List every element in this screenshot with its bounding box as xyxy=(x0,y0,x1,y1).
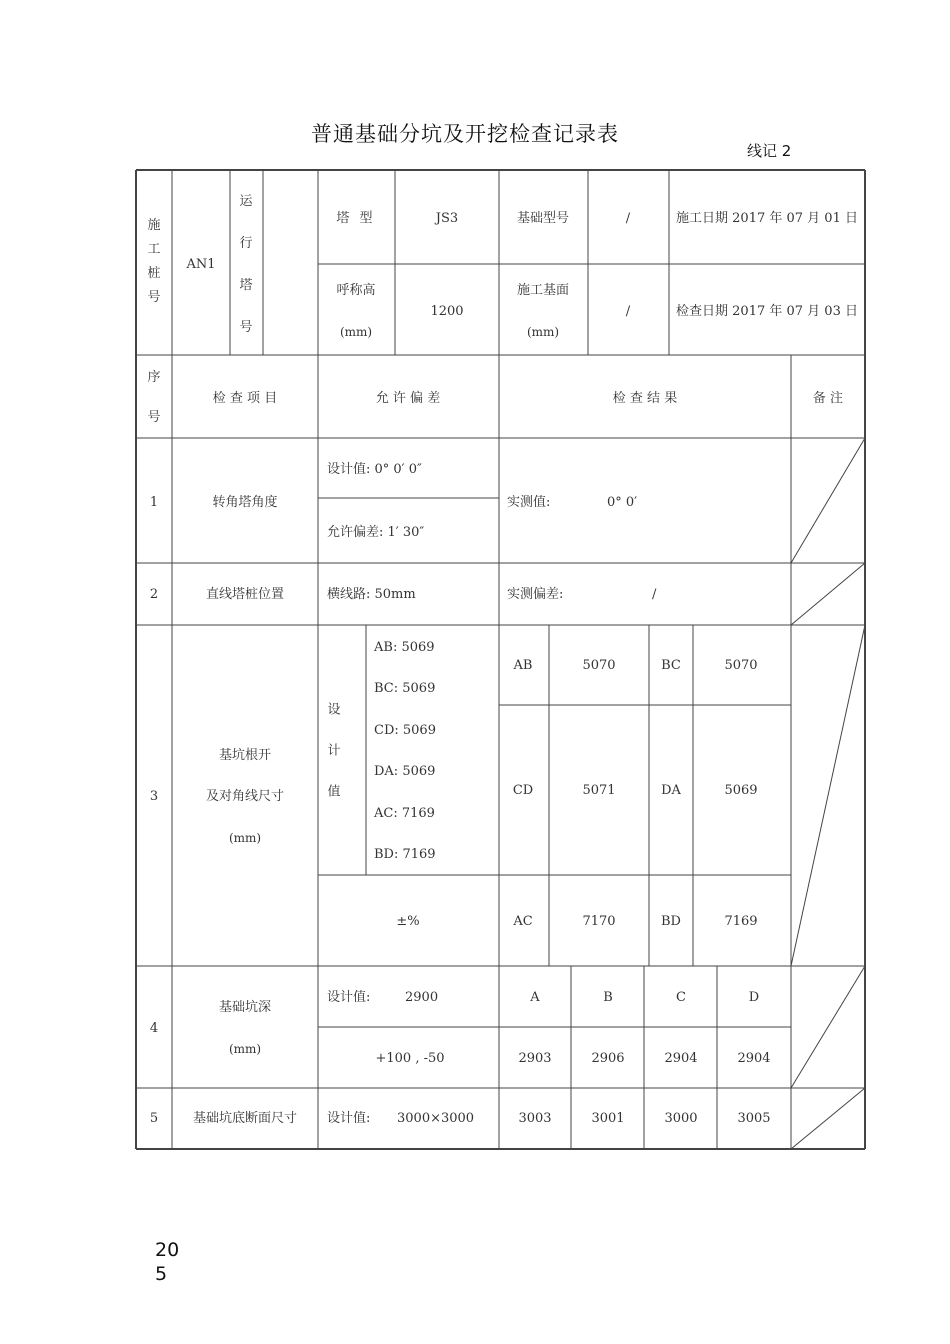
base-surface-value: / xyxy=(625,304,631,319)
result-value: 5069 xyxy=(724,783,758,798)
construction-date: 施工日期 2017 年 07 月 01 日 xyxy=(676,211,858,226)
base-surface-label: 施工基面 xyxy=(516,283,570,298)
result-value: 7169 xyxy=(724,914,758,929)
foundation-type-value: / xyxy=(625,211,631,226)
leg-label: A xyxy=(530,990,540,1005)
page-number xyxy=(155,1238,179,1286)
result-label: BD xyxy=(661,914,681,929)
tolerance-value: ±% xyxy=(396,914,420,929)
form-code: 线记 2 xyxy=(747,142,792,160)
design-value: BC: 5069 xyxy=(374,681,436,696)
design-value: 3000×3000 xyxy=(397,1111,475,1126)
tolerance-value: 允许偏差: 1′ 30″ xyxy=(327,525,425,540)
measured-label: 实测值: xyxy=(507,495,551,510)
design-label: 设计值: xyxy=(327,990,371,1005)
item-header: 检 查 项 目 xyxy=(212,391,278,406)
page-number-text: 20 5 xyxy=(155,1239,180,1285)
remark-header: 备 注 xyxy=(812,391,844,406)
measured-value: 0° 0′ xyxy=(607,495,638,510)
item-unit: (mm) xyxy=(228,831,262,845)
result-value: 7170 xyxy=(582,914,616,929)
row-number: 3 xyxy=(149,789,159,804)
design-value: BD: 7169 xyxy=(374,847,436,862)
row-number: 1 xyxy=(149,495,159,510)
result-value: 5070 xyxy=(724,658,758,673)
nominal-height-value: 1200 xyxy=(430,304,464,319)
item-name-line: 基坑根开 xyxy=(218,748,272,763)
design-value: AB: 5069 xyxy=(374,640,435,655)
design-value: CD: 5069 xyxy=(374,723,436,738)
leg-label: D xyxy=(748,990,760,1005)
design-value: DA: 5069 xyxy=(374,764,436,779)
pile-label: 施工桩号 xyxy=(147,218,161,305)
item-name: 基础坑深 xyxy=(218,1000,272,1015)
design-value: 设计值: 0° 0′ 0″ xyxy=(327,462,422,477)
design-value: 2900 xyxy=(405,990,439,1005)
result-label: BC xyxy=(661,658,681,673)
measured-value: / xyxy=(652,587,657,602)
tower-type-label: 塔 型 xyxy=(336,211,376,226)
tower-number-label: 运行塔号 xyxy=(239,194,253,335)
section-value: 3000 xyxy=(664,1111,698,1126)
inspection-date: 检查日期 2017 年 07 月 03 日 xyxy=(676,304,858,319)
depth-value: 2903 xyxy=(518,1051,552,1066)
foundation-type-label: 基础型号 xyxy=(516,211,570,226)
leg-label: B xyxy=(603,990,613,1005)
design-value: AC: 7169 xyxy=(374,806,435,821)
item-name-line: 及对角线尺寸 xyxy=(205,789,285,804)
result-header: 检 查 结 果 xyxy=(612,391,678,406)
depth-value: 2906 xyxy=(591,1051,625,1066)
design-label: 设计值 xyxy=(327,702,341,800)
design-label: 设计值: xyxy=(327,1111,371,1126)
pile-value: AN1 xyxy=(186,257,216,272)
tolerance-header: 允 许 偏 差 xyxy=(375,391,441,406)
result-label: DA xyxy=(661,783,681,798)
tolerance-value: +100 , -50 xyxy=(375,1051,445,1066)
item-name: 基础坑底断面尺寸 xyxy=(192,1111,298,1126)
item-name: 直线塔桩位置 xyxy=(205,587,285,602)
nominal-height-label: 呼称高 xyxy=(336,283,376,298)
tower-type-value: JS3 xyxy=(435,211,459,226)
section-value: 3001 xyxy=(591,1111,625,1126)
result-label: CD xyxy=(512,783,534,798)
result-label: AC xyxy=(513,914,533,929)
depth-value: 2904 xyxy=(664,1051,698,1066)
result-value: 5071 xyxy=(582,783,616,798)
seq-header: 序号 xyxy=(147,370,161,425)
depth-value: 2904 xyxy=(737,1051,771,1066)
leg-label: C xyxy=(676,990,686,1005)
item-unit: (mm) xyxy=(228,1042,262,1056)
measured-label: 实测偏差: xyxy=(507,587,564,602)
row-number: 4 xyxy=(149,1021,159,1036)
tolerance-value: 横线路: 50mm xyxy=(327,587,416,602)
base-surface-unit: (mm) xyxy=(526,325,560,339)
result-value: 5070 xyxy=(582,658,616,673)
item-name: 转角塔角度 xyxy=(212,495,278,510)
section-value: 3003 xyxy=(518,1111,552,1126)
row-number: 2 xyxy=(149,587,159,602)
row-number: 5 xyxy=(149,1111,159,1126)
document-title: 普通基础分坑及开挖检查记录表 xyxy=(311,122,619,146)
nominal-height-unit: (mm) xyxy=(339,325,373,339)
section-value: 3005 xyxy=(737,1111,771,1126)
result-label: AB xyxy=(513,658,533,673)
